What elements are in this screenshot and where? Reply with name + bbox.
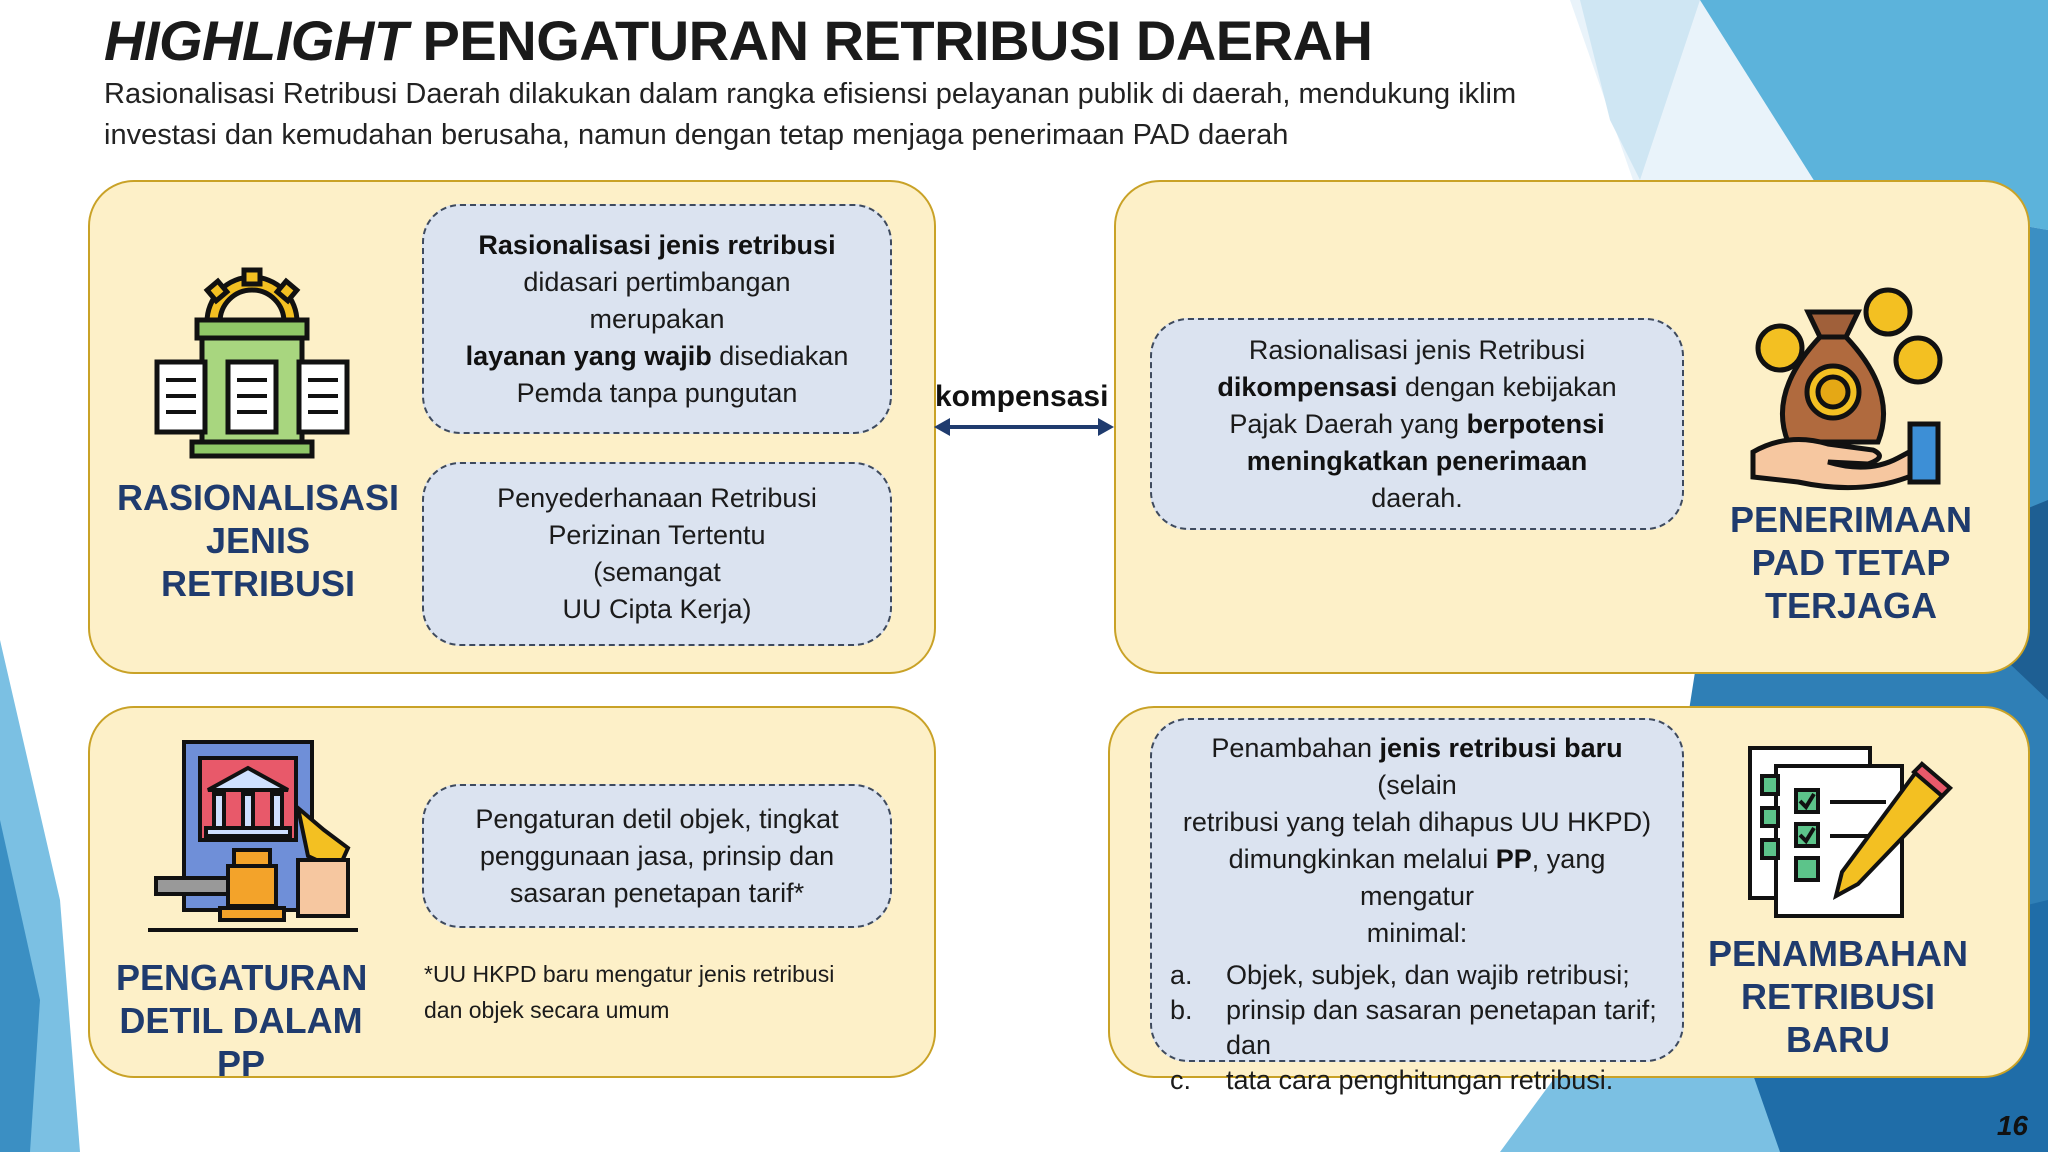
building-gear-icon	[152, 262, 352, 462]
box1-line-4-rest: disediakan	[711, 340, 849, 371]
label-penerimaan: PENERIMAAN PAD TETAP TERJAGA	[1729, 499, 1972, 626]
box-kompensasi	[1150, 318, 1684, 530]
label-rasionalisasi: RASIONALISASI JENIS RETRIBUSI	[116, 477, 400, 604]
box1-bold-1: Rasionalisasi jenis retribusi	[478, 229, 836, 260]
box3-line-1: Rasionalisasi jenis Retribusi	[1248, 334, 1586, 365]
list-item	[1170, 958, 1664, 993]
footnote-hkpd	[424, 956, 894, 1028]
box1-line-3: merupakan	[589, 303, 725, 334]
box2-line-4: UU Cipta Kerja)	[562, 594, 752, 624]
list-text: prinsip dan sasaran penetapan tarif; dan	[1226, 995, 1657, 1060]
box-pengaturan-detil	[422, 784, 892, 928]
law-gavel-icon	[148, 738, 358, 938]
box1-line-2: didasari pertimbangan	[523, 266, 791, 297]
box-rasionalisasi-jenis	[422, 204, 892, 434]
box2-line-3: (semangat	[593, 557, 721, 587]
box5-bold-1: jenis retribusi baru	[1379, 733, 1623, 763]
box4-line-1: Pengaturan detil objek, tingkat	[475, 803, 839, 834]
list-item	[1170, 993, 1664, 1063]
box5-line-3-post: , yang mengatur	[1359, 844, 1606, 911]
box4-line-3: sasaran penetapan tarif*	[509, 877, 805, 908]
box3-bold-3: berpotensi	[1466, 408, 1605, 439]
box5-line-1-post: (selain	[1377, 770, 1457, 800]
footnote-line-1: *UU HKPD baru mengatur jenis retribusi	[424, 961, 835, 987]
box2-line-2: Perizinan Tertentu	[548, 520, 766, 550]
box5-line-3-pre: dimungkinkan melalui	[1228, 844, 1496, 874]
page-number: 16	[1996, 1110, 2028, 1141]
box5-line-1-pre: Penambahan	[1211, 733, 1380, 763]
box1-line-5: Pemda tanpa pungutan	[516, 377, 798, 408]
box2-line-1: Penyederhanaan Retribusi	[497, 483, 817, 513]
box3-line-3-pre: Pajak Daerah yang	[1229, 408, 1467, 439]
label-pengaturan: PENGATURAN DETIL DALAM PP	[116, 957, 368, 1084]
title-italic: HIGHLIGHT	[104, 9, 408, 72]
double-arrow-icon	[934, 416, 1114, 438]
subtitle-line-1: Rasionalisasi Retribusi Daerah dilakukan dalam rangka efisiensi pelayanan publik di daerah, mendukung iklim	[104, 78, 1517, 110]
checklist-pencil-icon	[1746, 744, 1956, 922]
list-marker: a.	[1170, 960, 1193, 990]
box5-line-4: minimal:	[1366, 918, 1468, 948]
box-penambahan	[1150, 718, 1684, 1095]
money-bag-hand-icon	[1748, 282, 1948, 492]
box4-line-2: penggunaan jasa, prinsip dan	[479, 840, 835, 871]
kompensasi-label: kompensasi	[935, 380, 1109, 413]
page-subtitle	[104, 74, 1564, 156]
box5-bold-3: PP	[1495, 844, 1532, 874]
footnote-line-2: dan objek secara umum	[424, 997, 670, 1023]
list-marker: b.	[1170, 995, 1193, 1025]
box3-line-2-rest: dengan kebijakan	[1397, 371, 1617, 402]
label-penambahan: PENAMBAHAN RETRIBUSI BARU	[1708, 933, 1968, 1060]
box-penyederhanaan	[422, 462, 892, 646]
list-item	[1170, 1063, 1664, 1098]
page-title	[104, 8, 1372, 73]
list-text: Objek, subjek, dan wajib retribusi;	[1226, 960, 1630, 990]
box3-line-5: daerah.	[1371, 482, 1463, 513]
box5-list	[1170, 958, 1664, 1098]
box3-bold-2: dikompensasi	[1217, 371, 1398, 402]
list-marker: c.	[1170, 1065, 1192, 1095]
list-text: tata cara penghitungan retribusi.	[1226, 1065, 1614, 1095]
subtitle-line-2: investasi dan kemudahan berusaha, namun dengan tetap menjaga penerimaan PAD daerah	[104, 119, 1289, 151]
title-rest: PENGATURAN RETRIBUSI DAERAH	[422, 9, 1373, 72]
box1-bold-4: layanan yang wajib	[465, 340, 712, 371]
box5-line-2: retribusi yang telah dihapus UU HKPD)	[1182, 807, 1652, 837]
box3-bold-4: meningkatkan penerimaan	[1246, 445, 1588, 476]
